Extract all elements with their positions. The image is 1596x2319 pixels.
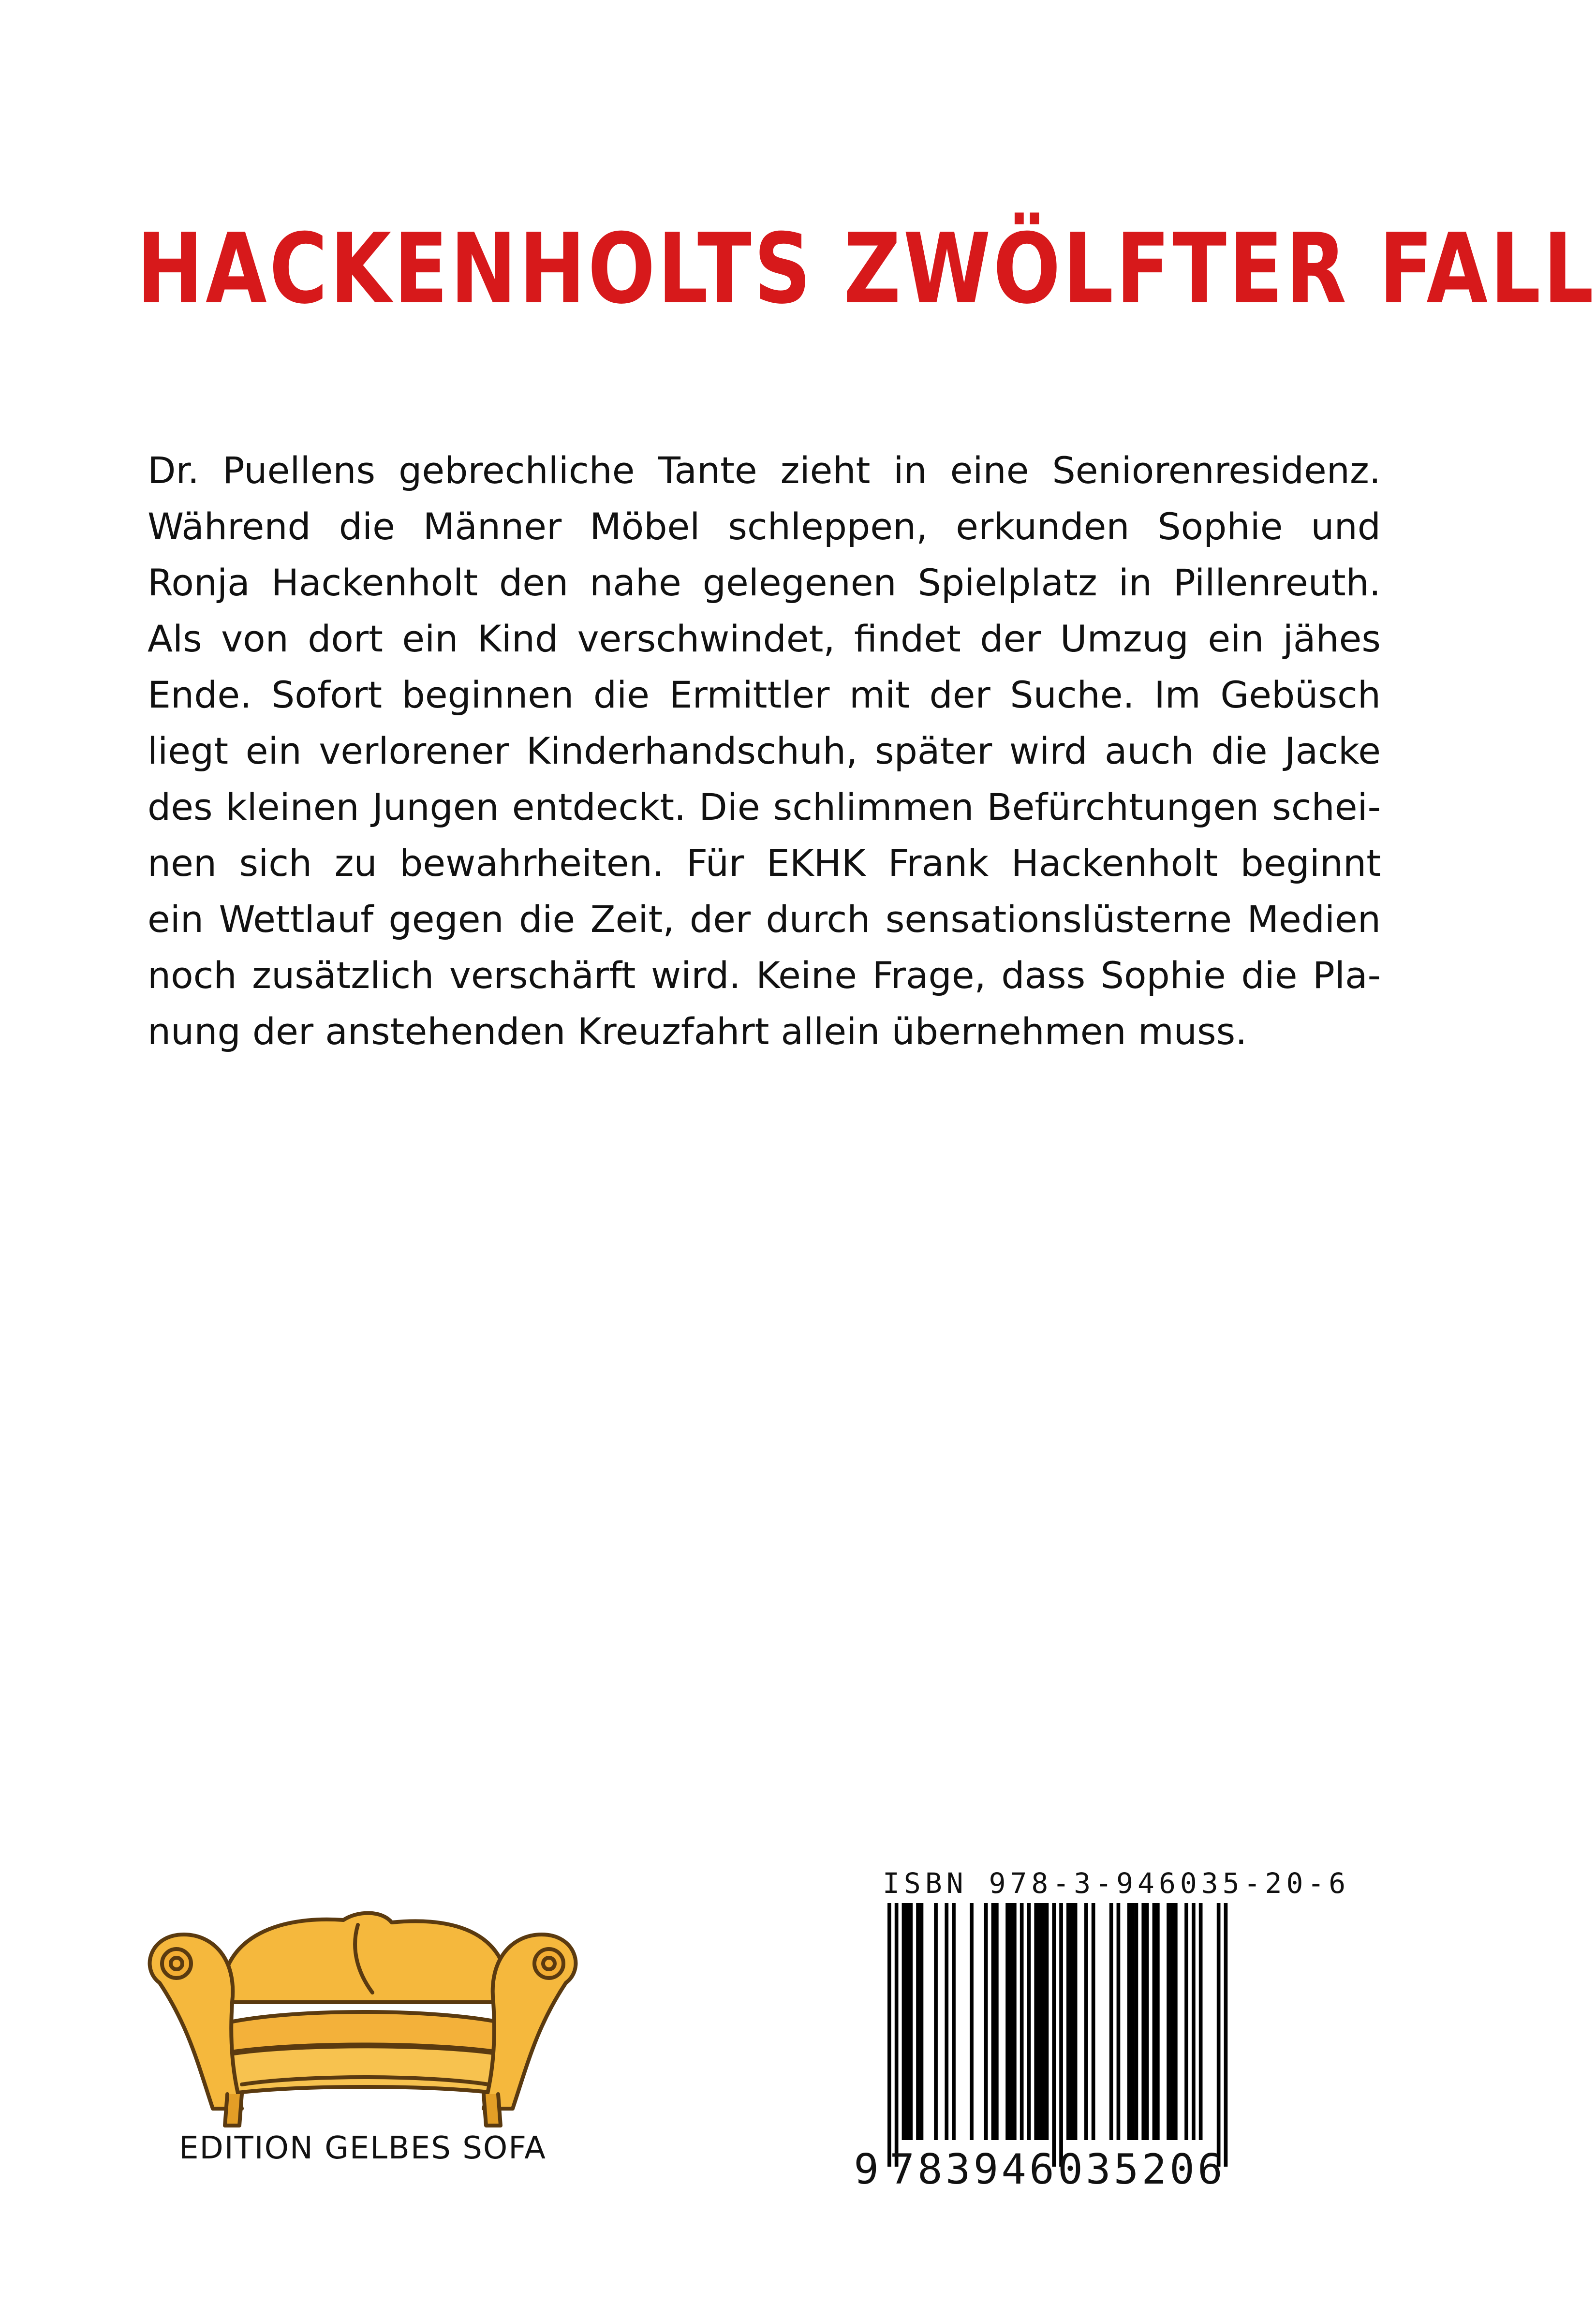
barcode-bar: [1174, 1903, 1178, 2140]
barcode-bar: [934, 1903, 938, 2140]
barcode-bar: [1092, 1903, 1095, 2140]
blurb-text: [148, 443, 1381, 1060]
publisher-name: EDITION GELBES SOFA: [179, 2130, 547, 2166]
barcode-bar: [1141, 1903, 1145, 2140]
barcode-digits-right: 035206: [1058, 2145, 1226, 2194]
blurb-line: nen sich zu bewahrheiten. Für EKHK Frank Hackenholt beginnt: [148, 842, 1381, 885]
book-title: HACKENHOLTS ZWÖLFTER FALL: [136, 213, 1596, 325]
blurb-line: liegt ein verlorener Kinderhandschuh, später wird auch die Jacke: [148, 729, 1381, 772]
barcode-bar: [920, 1903, 924, 2140]
barcode-bar: [952, 1903, 956, 2140]
barcode-bar: [1135, 1903, 1138, 2140]
barcode-bar: [916, 1903, 920, 2140]
barcode-bar: [1153, 1903, 1156, 2140]
barcode-bar: [991, 1903, 995, 2140]
barcode-bar: [1013, 1903, 1017, 2140]
barcode-bar: [995, 1903, 999, 2140]
barcode-bar: [1041, 1903, 1045, 2140]
blurb-line: des kleinen Jungen entdeckt. Die schlimmen Befürchtungen schei-: [148, 785, 1381, 828]
barcode-bar: [902, 1903, 906, 2140]
barcode-bar: [1145, 1903, 1149, 2140]
barcode-bar: [1059, 1903, 1063, 2167]
barcode-bar: [1217, 1903, 1221, 2167]
barcode-bar: [970, 1903, 974, 2140]
blurb-line: ein Wettlauf gegen die Zeit, der durch sensationslüsterne Medien: [148, 898, 1381, 941]
barcode-bar: [905, 1903, 909, 2140]
blurb-line: Ende. Sofort beginnen die Ermittler mit der Suche. Im Gebüsch: [148, 673, 1381, 716]
barcode-bar: [895, 1903, 899, 2167]
barcode-bar: [1084, 1903, 1088, 2140]
barcode-digit-first: 9: [854, 2145, 882, 2194]
barcode-bar: [1192, 1903, 1196, 2140]
barcode-bars: [854, 1903, 1255, 2213]
isbn-label: ISBN 978-3-946035-20-6: [883, 1867, 1350, 1900]
barcode-bar: [1045, 1903, 1049, 2140]
barcode-digits-left: 783946: [889, 2145, 1057, 2194]
barcode-bar: [887, 1903, 891, 2167]
barcode-bar: [1052, 1903, 1056, 2167]
barcode-bar: [1066, 1903, 1070, 2140]
barcode-bar: [1109, 1903, 1113, 2140]
barcode-bar: [1184, 1903, 1188, 2140]
blurb-line: Während die Männer Möbel schleppen, erkunden Sophie und: [148, 505, 1381, 548]
barcode-bar: [1038, 1903, 1042, 2140]
barcode-bar: [1167, 1903, 1170, 2140]
barcode-bar: [1156, 1903, 1160, 2140]
isbn-barcode: [854, 1867, 1350, 2215]
sofa-logo-icon: [131, 1881, 595, 2152]
barcode-bar: [1070, 1903, 1074, 2140]
barcode-bar: [1027, 1903, 1031, 2140]
barcode-bar: [1034, 1903, 1038, 2140]
barcode-bar: [1009, 1903, 1013, 2140]
barcode-bar: [1224, 1903, 1228, 2167]
blurb-line: Dr. Puellens gebrechliche Tante zieht in eine Seniorenresidenz.: [148, 449, 1381, 492]
barcode-bar: [1074, 1903, 1078, 2140]
barcode-bar: [909, 1903, 913, 2140]
barcode-bar: [1170, 1903, 1174, 2140]
blurb-line: Als von dort ein Kind verschwindet, findet der Umzug ein jähes: [148, 617, 1381, 660]
barcode-bar: [1199, 1903, 1203, 2140]
blurb-line: Ronja Hackenholt den nahe gelegenen Spielplatz in Pillenreuth.: [148, 561, 1381, 604]
barcode-bar: [1127, 1903, 1131, 2140]
barcode-bar: [1005, 1903, 1009, 2140]
barcode-bar: [1117, 1903, 1121, 2140]
blurb-line: nung der anstehenden Kreuzfahrt allein übernehmen muss.: [148, 1010, 1247, 1053]
blurb-line: noch zusätzlich verschärft wird. Keine Frage, dass Sophie die Pla-: [148, 954, 1381, 997]
barcode-bar: [1020, 1903, 1024, 2140]
barcode-bar: [984, 1903, 988, 2140]
barcode-bar: [945, 1903, 948, 2140]
barcode-bar: [1131, 1903, 1135, 2140]
